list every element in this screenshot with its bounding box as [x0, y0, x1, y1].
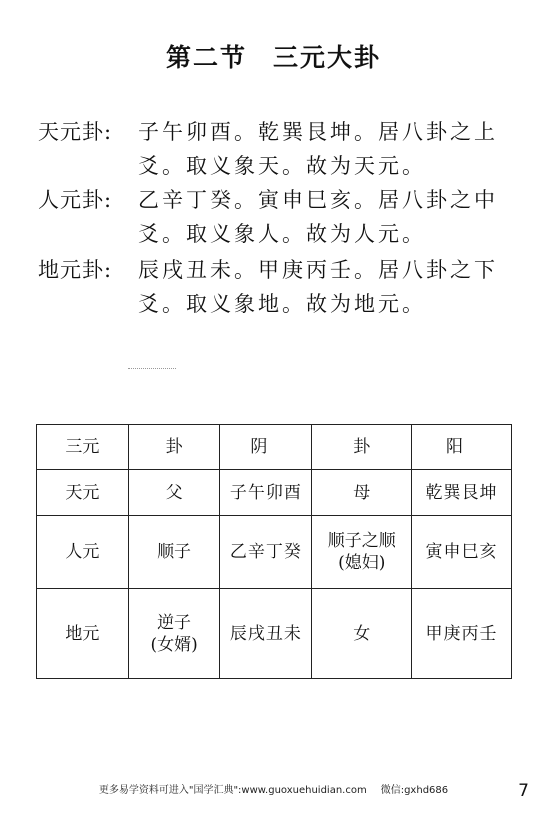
row-name-cell: 人元: [37, 516, 129, 589]
section-name: 三元大卦: [273, 43, 382, 72]
header-cell: 阳: [412, 425, 512, 470]
entry-text-line-2: 爻。取义象地。故为地元。: [138, 292, 426, 316]
row-name-cell: 地元: [37, 589, 129, 679]
header-cell: 卦: [312, 425, 412, 470]
entry-text-line-1: 乙辛丁癸。寅申巳亥。居八卦之中: [138, 188, 498, 212]
row-name-cell: 天元: [37, 470, 129, 516]
yin-gua-note: (女婿): [150, 634, 198, 655]
page-number: 7: [518, 781, 529, 801]
yin-gua-cell: [128, 589, 220, 679]
yin-gua-cell: 父: [128, 470, 220, 516]
table-row: [37, 516, 512, 589]
yin-cell: 辰戌丑未: [220, 589, 312, 679]
sanyuan-table: [36, 424, 512, 679]
entry-term: 天元卦:: [38, 120, 113, 144]
page-footer: [0, 781, 547, 796]
yang-cell: 寅申巳亥: [412, 516, 512, 589]
yang-gua-note: (媳妇): [338, 553, 386, 573]
yin-cell: 乙辛丁癸: [220, 516, 312, 589]
header-cell: 卦: [128, 425, 220, 470]
entry-term: 地元卦:: [38, 258, 113, 282]
scan-dots: [128, 368, 176, 369]
table-row: [37, 589, 512, 679]
yin-gua-cell: 顺子: [128, 516, 220, 589]
header-cell: 三元: [37, 425, 129, 470]
yang-gua-cell: [312, 516, 412, 589]
yin-cell: 子午卯酉: [220, 470, 312, 516]
entry-text-line-1: 子午卯酉。乾巽艮坤。居八卦之上: [138, 120, 498, 144]
entry-text-line-2: 爻。取义象天。故为天元。: [138, 154, 426, 178]
table-header-row: [37, 425, 512, 470]
section-title: [0, 38, 547, 74]
yin-gua-text: 逆子: [157, 612, 192, 633]
table-row: [37, 470, 512, 516]
footer-link-text: 更多易学资料可进入"国学汇典":www.guoxuehuidian.com: [98, 785, 367, 796]
yang-gua-cell: 女: [312, 589, 412, 679]
section-number: 第二节: [165, 43, 247, 72]
yang-gua-cell: 母: [312, 470, 412, 516]
entry-text-line-1: 辰戌丑未。甲庚丙壬。居八卦之下: [138, 258, 498, 282]
entry-text-line-2: 爻。取义象人。故为人元。: [138, 222, 426, 246]
footer-wechat: 微信:gxhd686: [380, 785, 449, 796]
yang-gua-text: 顺子之顺: [327, 531, 396, 551]
yang-cell: 甲庚丙壬: [412, 589, 512, 679]
yang-cell: 乾巽艮坤: [412, 470, 512, 516]
entry-term: 人元卦:: [38, 188, 113, 212]
header-cell: 阴: [220, 425, 312, 470]
